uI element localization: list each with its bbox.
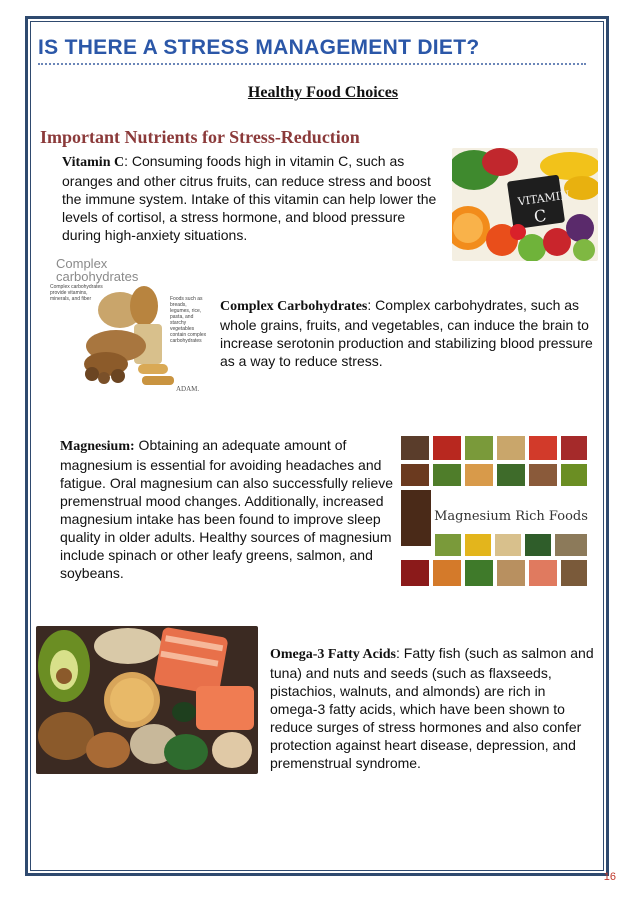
vitamin-c-text: : Consuming foods high in vitamin C, such as oranges and other citrus fruits, can reduce stress and boost the immune system. Intake of this vitamin can help lower the levels of cortisol, a stress hormone, and blood pressure during high-anxiety situations. bbox=[62, 153, 437, 243]
carbohydrates-label: Complex Carbohydrates bbox=[220, 299, 368, 314]
vitamin-sign-word: VITAMIN bbox=[516, 188, 571, 209]
omega-3-paragraph bbox=[270, 644, 596, 772]
magnesium-image-label: Magnesium Rich Foods bbox=[434, 509, 588, 524]
magnesium-paragraph bbox=[60, 436, 394, 582]
magnesium-foods-grid bbox=[399, 434, 589, 588]
vitamin-c-paragraph bbox=[62, 152, 440, 244]
adam-logo-text: ADAM. bbox=[176, 385, 200, 393]
vitamin-c-label: Vitamin C bbox=[62, 155, 125, 170]
magnesium-label: Magnesium: bbox=[60, 439, 135, 454]
carbs-image-heading-1: Complex bbox=[56, 256, 108, 271]
carbs-image-caption-left: Complex carbohydrates provide vitamins, minerals, and fiber bbox=[50, 284, 103, 302]
subtitle-text: Healthy Food Choices bbox=[247, 84, 399, 101]
omega-3-image bbox=[36, 626, 258, 774]
carbohydrates-image bbox=[46, 254, 208, 394]
omega-3-text: : Fatty fish (such as salmon and tuna) and nuts and seeds (such as flaxseeds, pistachios, walnuts, and almonds) are rich in omega-3 fatty acids, which have been shown to reduce surges of stress hormones and also confer protection against heart disease, depression, and premenstrual syndrome. bbox=[270, 645, 594, 771]
magnesium-image bbox=[399, 434, 589, 588]
omega-3-label: Omega-3 Fatty Acids bbox=[270, 647, 396, 662]
carbs-image-caption-right: Foods such as breads, legumes, rice, pasta, and starchy vegetables contain complex carbohydrates bbox=[170, 296, 207, 344]
carbohydrates-paragraph bbox=[220, 296, 594, 370]
carbohydrates-text: : Complex carbohydrates, such as whole grains, fruits, and vegetables, can induce the brain to increase serotonin production and stabilizing blood pressure as a way to reduce stress. bbox=[220, 297, 593, 369]
carbohydrates-illustration bbox=[46, 254, 208, 394]
citrus-fruits-illustration bbox=[452, 148, 598, 261]
subtitle bbox=[0, 84, 638, 102]
carbs-image-heading-2: carbohydrates bbox=[56, 269, 139, 284]
magnesium-text: Obtaining an adequate amount of magnesium is essential for avoiding headaches and fatigue. Oral magnesium can also successfully relieve premenstrual mood changes. Additionally, increased magnesium intake has been found to improve sleep quality in older adults. Healthy sources of magnesium include spinach or other leafy greens, salmon, and soybeans. bbox=[60, 437, 394, 581]
page-number: 16 bbox=[603, 871, 616, 883]
section-heading: Important Nutrients for Stress-Reduction bbox=[40, 127, 360, 147]
page-title: IS THERE A STRESS MANAGEMENT DIET? bbox=[38, 36, 480, 59]
food-tile-row-3 bbox=[435, 534, 587, 556]
vitamin-c-image bbox=[452, 148, 598, 261]
vitamin-sign-letter: C bbox=[532, 205, 548, 227]
omega-3-foods-illustration bbox=[36, 626, 258, 774]
title-underline bbox=[38, 63, 586, 65]
